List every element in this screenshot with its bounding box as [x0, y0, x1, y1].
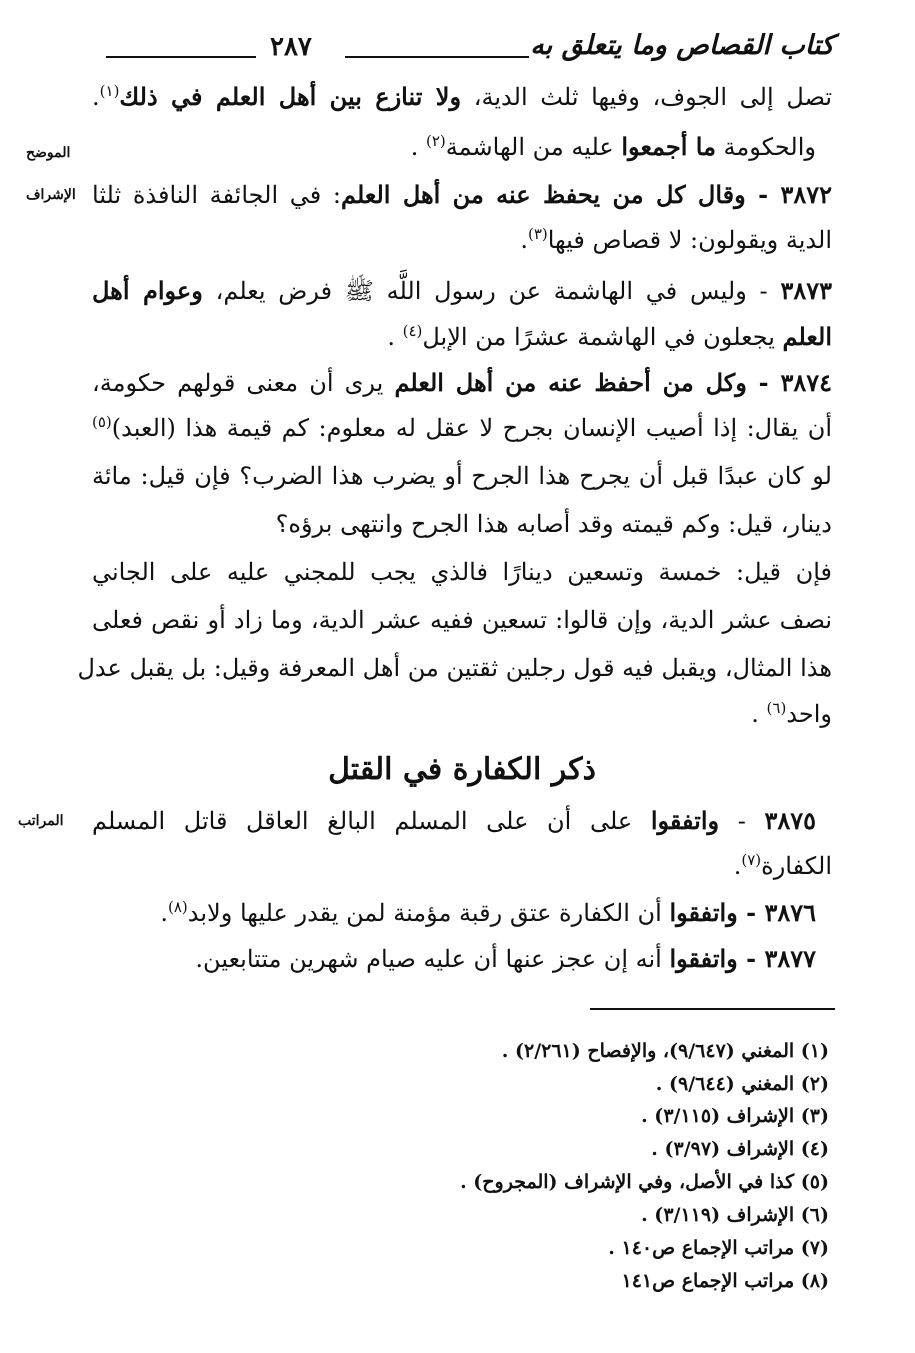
- text-span: .: [410, 133, 426, 161]
- main-text: [77, 0, 833, 1000]
- footnote-ref-1: (١): [99, 82, 120, 100]
- text-span: : في الجائفة النافذة ثلثا: [92, 181, 341, 209]
- text-span: الدية ويقولون: لا قصاص فيها: [547, 226, 832, 254]
- text-line: [92, 322, 832, 351]
- entry-3876: ٣٨٧٦ - واتفقوا: [669, 898, 816, 927]
- text-span: على أن على المسلم البالغ العاقل قاتل المسلم: [92, 807, 651, 835]
- footnote-4: (٤) الإشراف (٣/٩٧) .: [651, 1138, 829, 1160]
- text-line: [92, 852, 832, 880]
- entry-3874: ٣٨٧٤ - وكل من أحفظ عنه من أهل العلم: [394, 368, 833, 397]
- footnote-2: (٢) المغني (٩/٦٤٤) .: [655, 1073, 829, 1095]
- text-span: .: [751, 700, 767, 728]
- footnote-1: (١) المغني (٩/٦٤٧)، والإفصاح (٢/٢٦١) .: [501, 1040, 829, 1062]
- text-span: لو كان عبدًا قبل أن يجرح هذا الجرح أو يضرب هذا الضرب؟ فإن قيل: مائة: [92, 462, 832, 490]
- text-span: فإن قيل: خمسة وتسعين دينارًا فالذي يجب للمجني عليه على الجاني: [92, 558, 832, 586]
- footnote-5: (٥) كذا في الأصل، وفي الإشراف (المجروح) .: [460, 1171, 829, 1193]
- book-title: كتاب القصاص وما يتعلق به: [530, 30, 834, 61]
- footnote-separator: [590, 1008, 835, 1010]
- text-line: [92, 180, 832, 209]
- text-span: يرى أن معنى قولهم حكومة،: [92, 369, 395, 397]
- text-span: الكفارة: [761, 852, 832, 880]
- text-line: [92, 806, 816, 835]
- bold-span: العلم: [782, 322, 832, 351]
- bold-span: ولا تنازع بين أهل العلم في ذلك: [119, 82, 462, 111]
- text-span: عليه من الهاشمة: [445, 133, 622, 161]
- text-span: .: [160, 899, 168, 927]
- text-span: واحد: [786, 700, 832, 728]
- footnote-8: (٨) مراتب الإجماع ص١٤١: [621, 1270, 829, 1292]
- bold-span: واتفقوا: [650, 806, 720, 835]
- footnote-ref-2: (٢): [426, 132, 446, 150]
- footnote-ref-6: (٦): [766, 699, 787, 717]
- text-line: [92, 558, 832, 586]
- text-line: [92, 132, 816, 161]
- page-number: ٢٨٧: [270, 32, 312, 62]
- footnote-7: (٧) مراتب الإجماع ص١٤٠ .: [608, 1237, 829, 1259]
- text-span: .: [92, 83, 100, 111]
- text-span: تصل إلى الجوف، وفيها ثلث الدية،: [461, 83, 832, 111]
- text-line: [92, 276, 832, 311]
- text-span: .: [387, 323, 403, 351]
- margin-note-alishraf: الإشراف: [26, 187, 76, 203]
- text-line: [92, 414, 832, 442]
- section-heading: ذكر الكفارة في القتل: [328, 752, 596, 787]
- text-line: [77, 654, 832, 682]
- text-line: [92, 82, 832, 111]
- text-span: - وليس في الهاشمة عن رسول اللَّه ﷺ فرض يعلم،: [202, 277, 781, 305]
- text-line: [92, 700, 832, 728]
- entry-3872: ٣٨٧٢ - وقال كل من يحفظ عنه من أهل العلم: [340, 180, 832, 209]
- entry-3873: ٣٨٧٣: [780, 276, 832, 305]
- text-span: .: [520, 226, 528, 254]
- entry-3877: ٣٨٧٧ - واتفقوا: [669, 944, 816, 973]
- text-line: [92, 462, 832, 490]
- footnote-ref-7: (٧): [741, 851, 762, 869]
- text-line: [92, 898, 816, 927]
- text-span: أنه إن عجز عنها أن عليه صيام شهرين متتابعين.: [195, 945, 670, 973]
- bold-span: ما أجمعوا: [621, 132, 716, 161]
- text-span: دينار، قيل: وكم قيمته وقد أصابه هذا الجرح وانتهى برؤه؟: [275, 510, 832, 538]
- text-line: [92, 368, 832, 397]
- footnote-ref-3: (٣): [527, 225, 548, 243]
- text-span: نصف عشر الدية، وإن قالوا: تسعين ففيه عشر الدية، وما زاد أو نقص فعلى: [92, 606, 832, 634]
- margin-note-almudih: الموضح: [26, 145, 71, 161]
- footnote-ref-5: (٥): [92, 413, 112, 431]
- bold-span: وعوام أهل: [92, 276, 203, 305]
- footnote-6: (٦) الإشراف (٣/١١٩) .: [641, 1204, 829, 1226]
- text-span: .: [733, 852, 742, 880]
- text-span: هذا المثال، ويقبل فيه قول رجلين ثقتين من أهل المعرفة وقيل: بل يقبل عدل: [77, 654, 832, 682]
- text-line: [92, 510, 832, 538]
- text-span: أن الكفارة عتق رقبة مؤمنة لمن يقدر عليها ولابد: [187, 899, 670, 927]
- text-span: يجعلون في الهاشمة عشرًا من الإبل: [422, 323, 783, 351]
- text-span: -: [719, 807, 765, 835]
- footnote-ref-4: (٤): [402, 322, 423, 340]
- footnote-ref-8: (٨): [168, 898, 188, 916]
- text-span: أن يقال: إذا أصيب الإنسان بجرح لا عقل له معلوم: كم قيمة هذا (العبد): [111, 414, 832, 442]
- text-span: والحكومة: [715, 133, 816, 161]
- text-line: [92, 944, 816, 973]
- entry-3875: ٣٨٧٥: [764, 806, 816, 835]
- margin-note-almaratib: المراتب: [18, 813, 64, 829]
- text-line: [92, 226, 832, 254]
- text-line: [92, 606, 832, 634]
- footnote-3: (٣) الإشراف (٣/١١٥) .: [641, 1105, 829, 1127]
